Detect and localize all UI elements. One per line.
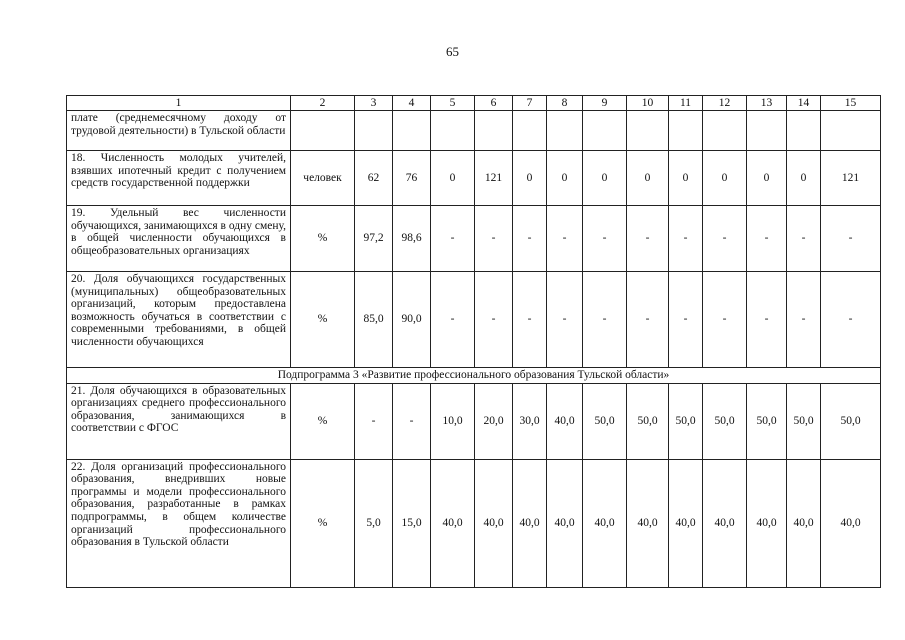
- value-cell: 0: [787, 151, 821, 206]
- value-cell: -: [821, 206, 881, 272]
- value-cell: -: [355, 383, 393, 459]
- value-cell: [393, 111, 431, 151]
- value-cell: 0: [703, 151, 747, 206]
- column-number: 1: [67, 96, 291, 111]
- value-cell: 5,0: [355, 459, 393, 587]
- value-cell: [513, 111, 547, 151]
- column-number: 14: [787, 96, 821, 111]
- column-number: 3: [355, 96, 393, 111]
- value-cell: 50,0: [787, 383, 821, 459]
- value-cell: 0: [513, 151, 547, 206]
- value-cell: [821, 111, 881, 151]
- value-cell: 40,0: [627, 459, 669, 587]
- indicator-cell: 19. Удельный вес численности обучающихся, занимающихся в одну смену, в общей численности обучающихся в общеобразовательных организациях: [67, 206, 291, 272]
- value-cell: 40,0: [821, 459, 881, 587]
- column-number: 2: [291, 96, 355, 111]
- value-cell: [431, 111, 475, 151]
- value-cell: -: [513, 272, 547, 368]
- value-cell: -: [547, 206, 583, 272]
- value-cell: 50,0: [821, 383, 881, 459]
- value-cell: 15,0: [393, 459, 431, 587]
- value-cell: [669, 111, 703, 151]
- value-cell: 10,0: [431, 383, 475, 459]
- value-cell: 121: [821, 151, 881, 206]
- unit-cell: [291, 111, 355, 151]
- column-number: 10: [627, 96, 669, 111]
- indicators-table: [66, 95, 881, 588]
- value-cell: [547, 111, 583, 151]
- indicator-cell: 18. Численность молодых учителей, взявших ипотечный кредит с получением средств государственной поддержки: [67, 151, 291, 206]
- value-cell: [583, 111, 627, 151]
- page-number: 65: [446, 44, 459, 59]
- value-cell: 40,0: [669, 459, 703, 587]
- table-row: [67, 111, 881, 151]
- value-cell: 85,0: [355, 272, 393, 368]
- value-cell: -: [583, 272, 627, 368]
- table-row: [67, 206, 881, 272]
- column-number: 13: [747, 96, 787, 111]
- value-cell: 62: [355, 151, 393, 206]
- table-body: [67, 96, 881, 588]
- unit-cell: человек: [291, 151, 355, 206]
- value-cell: -: [703, 272, 747, 368]
- column-number: 6: [475, 96, 513, 111]
- value-cell: -: [393, 383, 431, 459]
- column-number: 12: [703, 96, 747, 111]
- value-cell: 40,0: [431, 459, 475, 587]
- value-cell: 30,0: [513, 383, 547, 459]
- column-number: 7: [513, 96, 547, 111]
- value-cell: 121: [475, 151, 513, 206]
- value-cell: -: [669, 272, 703, 368]
- value-cell: -: [547, 272, 583, 368]
- value-cell: -: [431, 206, 475, 272]
- value-cell: 40,0: [513, 459, 547, 587]
- value-cell: -: [513, 206, 547, 272]
- value-cell: -: [821, 272, 881, 368]
- value-cell: 0: [431, 151, 475, 206]
- value-cell: 50,0: [627, 383, 669, 459]
- value-cell: 0: [669, 151, 703, 206]
- value-cell: [475, 111, 513, 151]
- value-cell: [355, 111, 393, 151]
- indicator-cell: 20. Доля обучающихся государственных (муниципальных) общеобразовательных организаций, которым предоставлена возможность обучаться в соответствии с современными требованиями, в общей численности обучающихся: [67, 272, 291, 368]
- value-cell: 20,0: [475, 383, 513, 459]
- section-label: Подпрограмма 3 «Развитие профессионального образования Тульской области»: [67, 368, 881, 384]
- column-number-row: [67, 96, 881, 111]
- value-cell: -: [703, 206, 747, 272]
- value-cell: 40,0: [475, 459, 513, 587]
- value-cell: -: [747, 206, 787, 272]
- value-cell: -: [747, 272, 787, 368]
- value-cell: 40,0: [787, 459, 821, 587]
- value-cell: 40,0: [547, 459, 583, 587]
- value-cell: -: [475, 206, 513, 272]
- value-cell: -: [627, 206, 669, 272]
- value-cell: -: [787, 272, 821, 368]
- value-cell: -: [787, 206, 821, 272]
- value-cell: -: [583, 206, 627, 272]
- indicator-cell: плате (среднемесячному доходу от трудовой деятельности) в Тульской области: [67, 111, 291, 151]
- value-cell: -: [627, 272, 669, 368]
- value-cell: 0: [627, 151, 669, 206]
- value-cell: [627, 111, 669, 151]
- value-cell: 0: [583, 151, 627, 206]
- value-cell: 98,6: [393, 206, 431, 272]
- value-cell: [787, 111, 821, 151]
- table-row: [67, 383, 881, 459]
- unit-cell: %: [291, 272, 355, 368]
- indicator-cell: 22. Доля организаций профессионального образования, внедривших новые программы и модели профессионального образования, разработанные в рамках подпрограммы, в общем количестве организаций профессионального образования в Тульской области: [67, 459, 291, 587]
- table-row: [67, 459, 881, 587]
- value-cell: 76: [393, 151, 431, 206]
- value-cell: 50,0: [703, 383, 747, 459]
- column-number: 9: [583, 96, 627, 111]
- unit-cell: %: [291, 459, 355, 587]
- indicator-cell: 21. Доля обучающихся в образовательных организациях среднего профессионального образования, занимающихся в соответствии с ФГОС: [67, 383, 291, 459]
- column-number: 11: [669, 96, 703, 111]
- column-number: 5: [431, 96, 475, 111]
- column-number: 15: [821, 96, 881, 111]
- value-cell: 0: [747, 151, 787, 206]
- value-cell: 40,0: [583, 459, 627, 587]
- value-cell: [747, 111, 787, 151]
- value-cell: 90,0: [393, 272, 431, 368]
- unit-cell: %: [291, 383, 355, 459]
- section-row: [67, 368, 881, 384]
- value-cell: 0: [547, 151, 583, 206]
- unit-cell: %: [291, 206, 355, 272]
- value-cell: 40,0: [547, 383, 583, 459]
- value-cell: 40,0: [747, 459, 787, 587]
- value-cell: -: [475, 272, 513, 368]
- value-cell: [703, 111, 747, 151]
- value-cell: 50,0: [583, 383, 627, 459]
- value-cell: 40,0: [703, 459, 747, 587]
- value-cell: 97,2: [355, 206, 393, 272]
- table-row: [67, 272, 881, 368]
- column-number: 8: [547, 96, 583, 111]
- table-row: [67, 151, 881, 206]
- value-cell: -: [431, 272, 475, 368]
- value-cell: 50,0: [669, 383, 703, 459]
- value-cell: 50,0: [747, 383, 787, 459]
- value-cell: -: [669, 206, 703, 272]
- column-number: 4: [393, 96, 431, 111]
